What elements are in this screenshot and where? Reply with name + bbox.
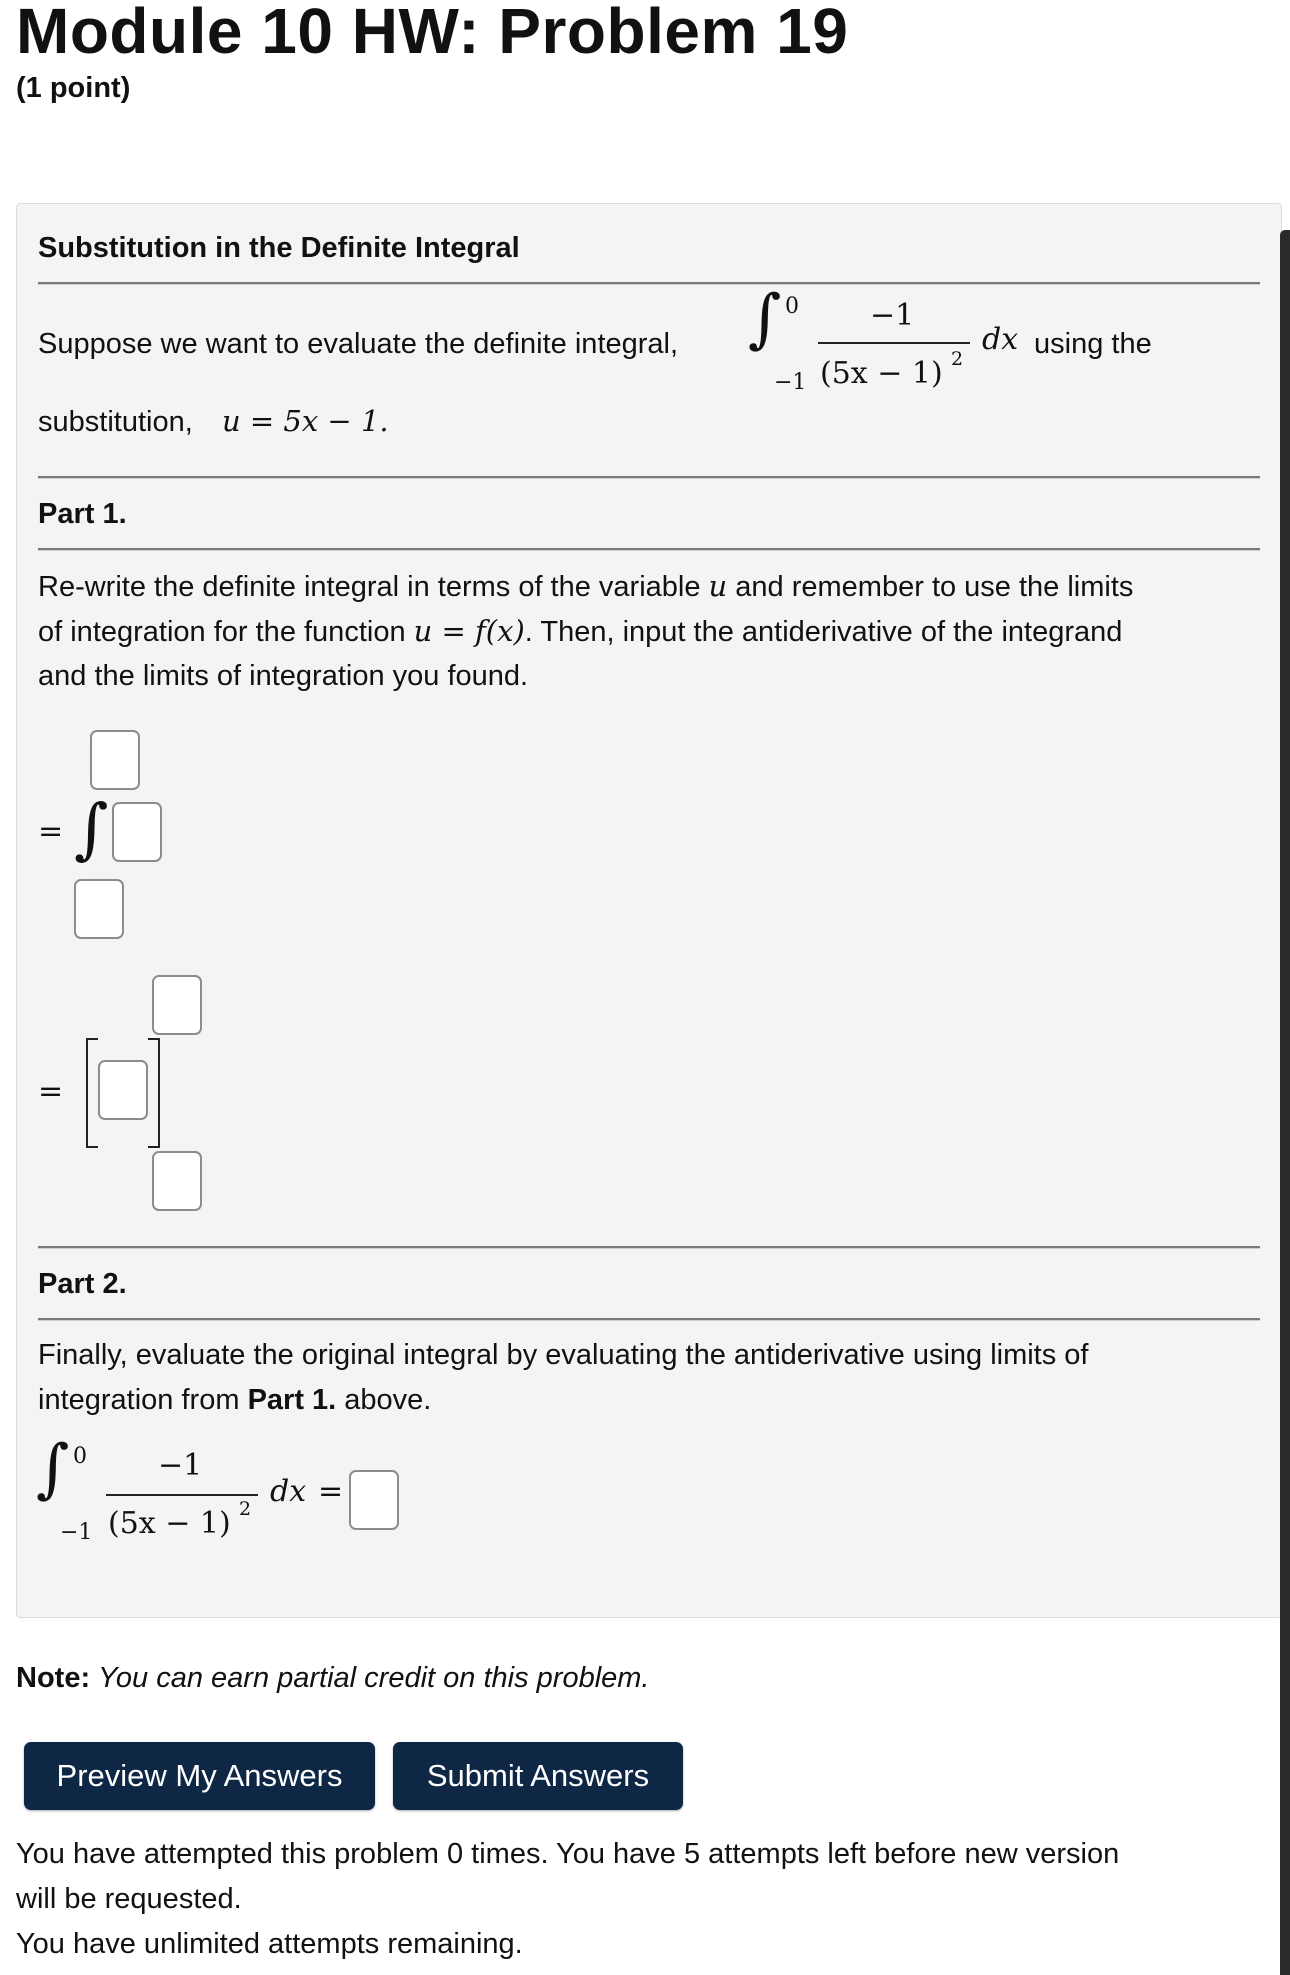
variable-u: u: [708, 569, 728, 603]
substitution-expression: u = 5x − 1.: [222, 404, 389, 438]
preview-answers-button[interactable]: Preview My Answers: [24, 1742, 375, 1810]
integral-sign: ∫: [74, 790, 109, 867]
part1-line3: and the limits of integration you found.: [38, 660, 529, 692]
note: [16, 1656, 649, 1701]
lower-limit-input[interactable]: [74, 879, 124, 939]
points-label: (1 point): [16, 72, 131, 104]
note-text: You can earn partial credit on this problem.: [98, 1662, 650, 1694]
part1-line2-text-end: . Then, input the antiderivative of the integrand: [524, 616, 1123, 648]
part1-line2-text: of integration for the function: [38, 616, 406, 648]
part2-label: Part 2.: [38, 1268, 127, 1300]
part1-line1-text-end: and remember to use the limits: [735, 571, 1134, 603]
part2-line2: [38, 1378, 431, 1423]
antiderivative-input[interactable]: [98, 1060, 148, 1120]
unlimited-attempts: You have unlimited attempts remaining.: [16, 1928, 523, 1960]
equals-sign: =: [318, 1474, 344, 1509]
note-label: Note:: [16, 1662, 91, 1694]
part2-line1: Finally, evaluate the original integral by evaluating the antiderivative using limits of: [38, 1339, 1089, 1371]
upper-limit-input[interactable]: [90, 730, 140, 790]
integrand-input[interactable]: [112, 802, 162, 862]
divider: [38, 548, 1260, 550]
divider: [38, 1318, 1260, 1320]
integral-denominator: (5x − 1): [820, 356, 943, 391]
part1-line1-text: Re-write the definite integral in terms of the variable: [38, 571, 701, 603]
integral-lower-limit: −1: [774, 370, 807, 395]
integral-denominator: (5x − 1): [108, 1506, 231, 1541]
attempts-status: You have attempted this problem 0 times. You have 5 attempts left before new version: [16, 1838, 1120, 1870]
integral-exponent: 2: [239, 1498, 252, 1520]
integral-numerator: −1: [870, 298, 915, 333]
part2-line2-text: integration from: [38, 1384, 240, 1416]
submit-answers-button[interactable]: Submit Answers: [393, 1742, 683, 1810]
part2-line2-text-end: above.: [344, 1384, 432, 1416]
equals-sign: =: [38, 814, 64, 849]
integral-numerator: −1: [158, 1448, 203, 1483]
part1-label: Part 1.: [38, 498, 127, 530]
problem-heading: Substitution in the Definite Integral: [38, 232, 520, 264]
left-bracket: [86, 1038, 98, 1148]
intro-line2: substitution,: [38, 406, 193, 438]
integral-lower-limit: −1: [60, 1520, 93, 1545]
part2-line2-bold: Part 1.: [247, 1384, 337, 1416]
integral-differential: dx: [982, 322, 1019, 357]
intro-text: Suppose we want to evaluate the definite integral,: [38, 328, 679, 360]
integral-sign: ∫: [36, 1432, 70, 1506]
integral-differential: dx: [270, 1474, 307, 1509]
bracket-upper-limit-input[interactable]: [152, 975, 202, 1035]
divider: [38, 1246, 1260, 1248]
integral-upper-limit: 0: [785, 294, 799, 319]
integral-exponent: 2: [951, 348, 964, 370]
page-title: Module 10 HW: Problem 19: [16, 0, 849, 67]
integral-sign: ∫: [748, 282, 782, 356]
bracket-lower-limit-input[interactable]: [152, 1151, 202, 1211]
fraction-bar: [106, 1494, 258, 1496]
intro-text-suffix: using the: [1034, 328, 1152, 360]
final-answer-input[interactable]: [349, 1470, 399, 1530]
divider: [38, 282, 1260, 284]
right-bracket: [148, 1038, 160, 1148]
divider: [38, 476, 1260, 478]
fraction-bar: [818, 342, 970, 344]
function-expression: u = f(x): [413, 614, 525, 648]
part1-line1: [38, 564, 1133, 610]
part1-line2: [38, 609, 1122, 655]
equals-sign: =: [38, 1074, 64, 1109]
integral-upper-limit: 0: [73, 1444, 87, 1469]
attempts-status-cont: will be requested.: [16, 1883, 242, 1915]
scrollbar[interactable]: [1280, 230, 1290, 1975]
